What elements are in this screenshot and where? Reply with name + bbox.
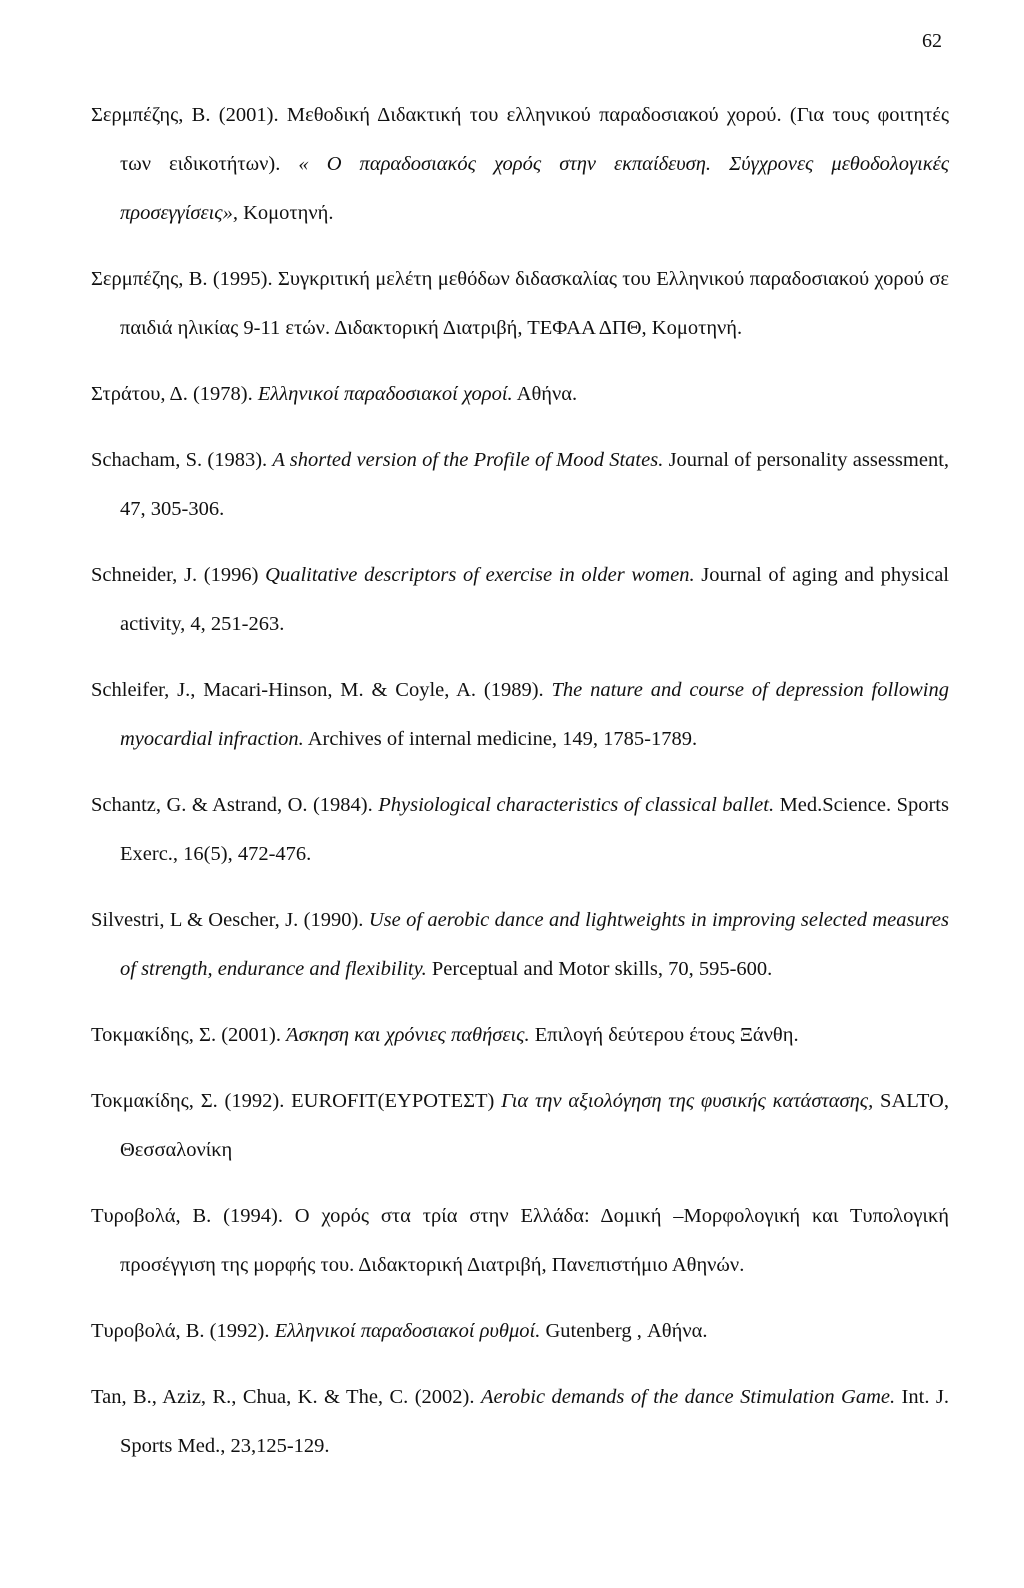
reference-title: Άσκηση και χρόνιες παθήσεις. [286, 1024, 530, 1046]
reference-text: Journal of personality assessment, 47, 305-306. [120, 449, 950, 520]
reference-text: Schantz, G. & Astrand, O. (1984). [91, 794, 379, 816]
reference-title: Ελληνικοί παραδοσιακοί ρυθμοί. [274, 1320, 541, 1342]
reference-text: Med.Science. Sports Exerc., 16(5), 472-476. [120, 794, 949, 865]
reference-title: Ελληνικοί παραδοσιακοί χοροί. [257, 383, 513, 405]
reference-title: Use of aerobic dance and lightweights in improving selected measures of strength, endurance and flexibility. [120, 909, 950, 980]
reference-text: Σερμπέζης, Β. (2001). Μεθοδική Διδακτική του ελληνικού παραδοσιακού χορού. (Για τους φοιτητές των ειδικοτήτων). [91, 104, 949, 175]
reference-text: Silvestri, L & Oescher, J. (1990). [91, 909, 369, 931]
reference-title: A shorted version of the Profile of Mood States. [272, 449, 664, 471]
reference-text: Gutenberg , Αθήνα. [540, 1320, 708, 1342]
reference-entry [91, 781, 949, 879]
reference-text: Στράτου, Δ. (1978). [91, 383, 258, 405]
reference-text: Σερμπέζης, Β. (1995). Συγκριτική μελέτη μεθόδων διδασκαλίας του Ελληνικού παραδοσιακού χορού σε παιδιά ηλικίας 9-11 ετών. Διδακτορική Διατριβή, ΤΕΦΑΑ ΔΠΘ, Κομοτηνή. [91, 268, 949, 339]
page-number: 62 [922, 30, 942, 52]
reference-title: « Ο παραδοσιακός χορός στην εκπαίδευση. Σύγχρονες μεθοδολογικές προσεγγίσεις», [120, 153, 950, 224]
reference-text: Κομοτηνή. [237, 202, 334, 224]
reference-title: The nature and course of depression following myocardial infraction. [120, 679, 949, 750]
reference-list [91, 91, 949, 1471]
reference-entry [91, 436, 949, 534]
reference-entry [91, 1373, 949, 1471]
reference-text: Τοκμακίδης, Σ. (2001). [91, 1024, 287, 1046]
reference-entry [91, 370, 949, 419]
reference-title: Aerobic demands of the dance Stimulation Game. [480, 1386, 896, 1408]
reference-text: Schneider, J. (1996) [91, 564, 266, 586]
reference-text: Τοκμακίδης, Σ. (1992). EUROFIT(ΕΥΡΟΤΕΣΤ) [91, 1090, 502, 1112]
reference-text: Επιλογή δεύτερου έτους Ξάνθη. [529, 1024, 799, 1046]
reference-text: Perceptual and Motor skills, 70, 595-600. [426, 958, 773, 980]
reference-text: Τυροβολά, Β. (1992). [91, 1320, 275, 1342]
reference-entry [91, 1192, 949, 1290]
reference-text: Schacham, S. (1983). [91, 449, 273, 471]
reference-text: Schleifer, J., Macari-Hinson, M. & Coyle, A. (1989). [91, 679, 552, 701]
reference-entry [91, 1077, 949, 1175]
reference-text: SALTO, Θεσσαλονίκη [120, 1090, 949, 1161]
reference-text: Τυροβολά, Β. (1994). Ο χορός στα τρία στην Ελλάδα: Δομική –Μορφολογική και Τυπολογική προσέγγιση της μορφής του. Διδακτορική Διατριβή, Πανεπιστήμιο Αθηνών. [91, 1205, 949, 1276]
reference-text: Tan, B., Aziz, R., Chua, K. & The, C. (2002). [91, 1386, 481, 1408]
reference-text: Αθήνα. [512, 383, 578, 405]
reference-entry [91, 1307, 949, 1356]
reference-title: Physiological characteristics of classical ballet. [378, 794, 775, 816]
reference-text: Archives of internal medicine, 149, 1785-1789. [303, 728, 698, 750]
reference-text: Int. J. Sports Med., 23,125-129. [120, 1386, 949, 1457]
reference-entry [91, 896, 949, 994]
reference-text: Journal of aging and physical activity, 4, 251-263. [120, 564, 949, 635]
reference-entry [91, 91, 949, 238]
reference-entry [91, 255, 949, 353]
reference-title: Για την αξιολόγηση της φυσικής κατάστασης, [501, 1090, 874, 1112]
reference-entry [91, 1011, 949, 1060]
reference-title: Qualitative descriptors of exercise in older women. [265, 564, 695, 586]
reference-entry [91, 551, 949, 649]
reference-entry [91, 666, 949, 764]
